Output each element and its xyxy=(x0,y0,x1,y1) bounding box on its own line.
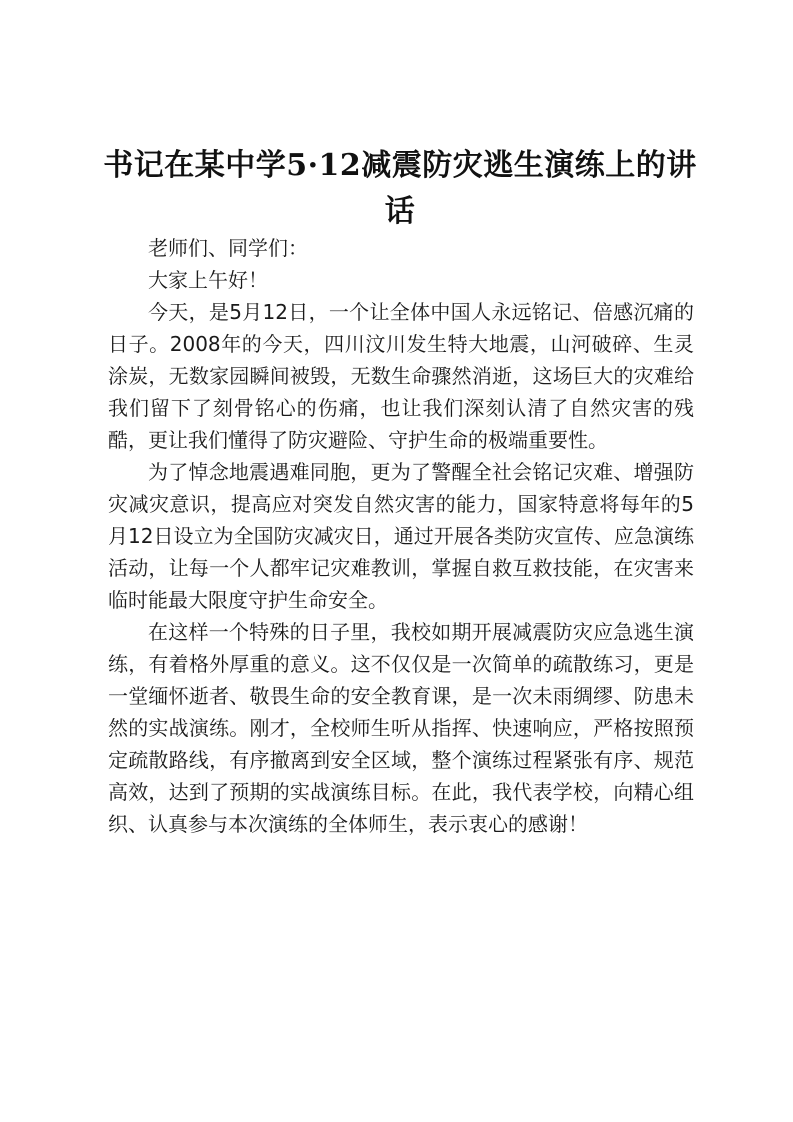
document-title: 书记在某中学5·12减震防灾逃生演练上的讲话 xyxy=(103,148,697,229)
salutation: 老师们、同学们： xyxy=(148,236,308,260)
greeting: 大家上午好！ xyxy=(148,268,268,292)
paragraph-3: 在这样一个特殊的日子里，我校如期开展减震防灾应急逃生演练，有着格外厚重的意义。这不仅仅是一次简单的疏散练习，更是一堂缅怀逝者、敬畏生命的安全教育课，是一次未雨绸缪、防患未然的实战演练。刚才，全校师生听从指挥、快速响应，严格按照预定疏散路线，有序撤离到安全区域，整个演练过程紧张有序、规范高效，达到了预期的实战演练目标。在此，我代表学校，向精心组织、认真参与本次演练的全体师生，表示衷心的感谢！ xyxy=(108,620,694,836)
document-body xyxy=(108,232,694,840)
paragraph-1: 今天，是5月12日，一个让全体中国人永远铭记、倍感沉痛的日子。2008年的今天，四川汶川发生特大地震，山河破碎、生灵涂炭，无数家园瞬间被毁，无数生命骤然消逝，这场巨大的灾难给我们留下了刻骨铭心的伤痛，也让我们深刻认清了自然灾害的残酷，更让我们懂得了防灾避险、守护生命的极端重要性。 xyxy=(108,300,694,452)
paragraph-2: 为了悼念地震遇难同胞，更为了警醒全社会铭记灾难、增强防灾减灾意识，提高应对突发自然灾害的能力，国家特意将每年的5月12日设立为全国防灾减灾日，通过开展各类防灾宣传、应急演练活动，让每一个人都牢记灾难教训，掌握自救互救技能，在灾害来临时能最大限度守护生命安全。 xyxy=(108,460,694,612)
